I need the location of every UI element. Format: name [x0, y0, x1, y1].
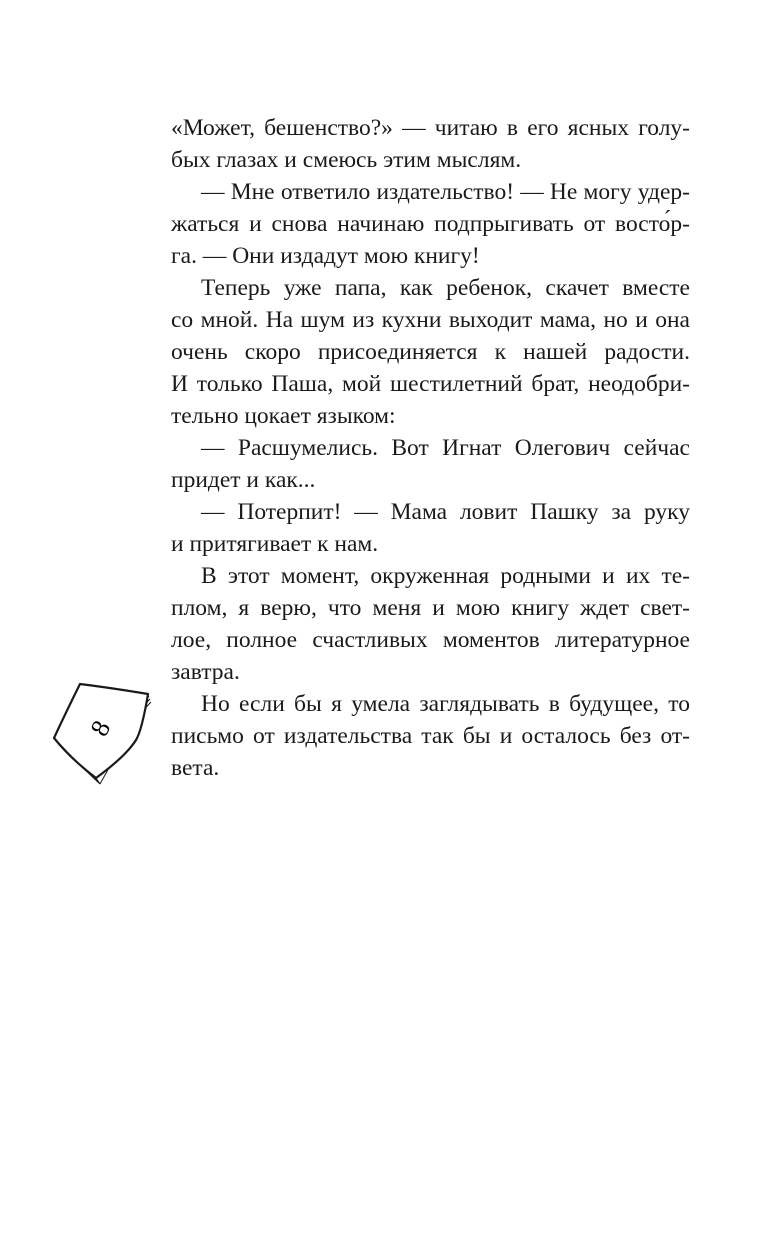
- page-number-badge: [50, 682, 152, 786]
- text-line: завтра.: [171, 659, 240, 685]
- text-line: придет и как...: [171, 467, 316, 493]
- text-line: «Может, бешенство?» — читаю в его ясных голу-: [171, 115, 690, 141]
- text-line: тельно цокает языком:: [171, 403, 396, 429]
- page-number: 8: [84, 715, 117, 741]
- text-line: со мной. На шум из кухни выходит мама, но и она: [171, 307, 690, 333]
- text-line: плом, я верю, что меня и мою книгу ждет свет-: [171, 595, 690, 621]
- text-line: и притягивает к нам.: [171, 531, 379, 557]
- text-line: — Мне ответило издательство! — Не могу удер-: [201, 179, 690, 205]
- text-line: — Потерпит! — Мама ловит Пашку за руку: [201, 499, 690, 525]
- text-line: лое, полное счастливых моментов литературное: [171, 627, 690, 653]
- text-line: га. — Они издадут мою книгу!: [171, 243, 480, 269]
- text-line: И только Паша, мой шестилетний брат, неодобри-: [171, 371, 690, 397]
- text-line: письмо от издательства так бы и осталось без от-: [171, 723, 690, 749]
- text-line: жаться и снова начинаю подпрыгивать от восто́р-: [171, 211, 690, 237]
- book-icon: [50, 682, 152, 786]
- text-line: бых глазах и смеюсь этим мыслям.: [171, 147, 522, 173]
- text-line: — Расшумелись. Вот Игнат Олегович сейчас: [201, 435, 690, 461]
- text-line: очень скоро присоединяется к нашей радости.: [171, 339, 690, 365]
- text-line: Но если бы я умела заглядывать в будущее, то: [201, 691, 690, 717]
- body-text: [171, 112, 690, 784]
- text-line: вета.: [171, 755, 220, 781]
- text-line: В этот момент, окруженная родными и их те-: [201, 563, 690, 589]
- text-line: Теперь уже папа, как ребенок, скачет вместе: [201, 275, 690, 301]
